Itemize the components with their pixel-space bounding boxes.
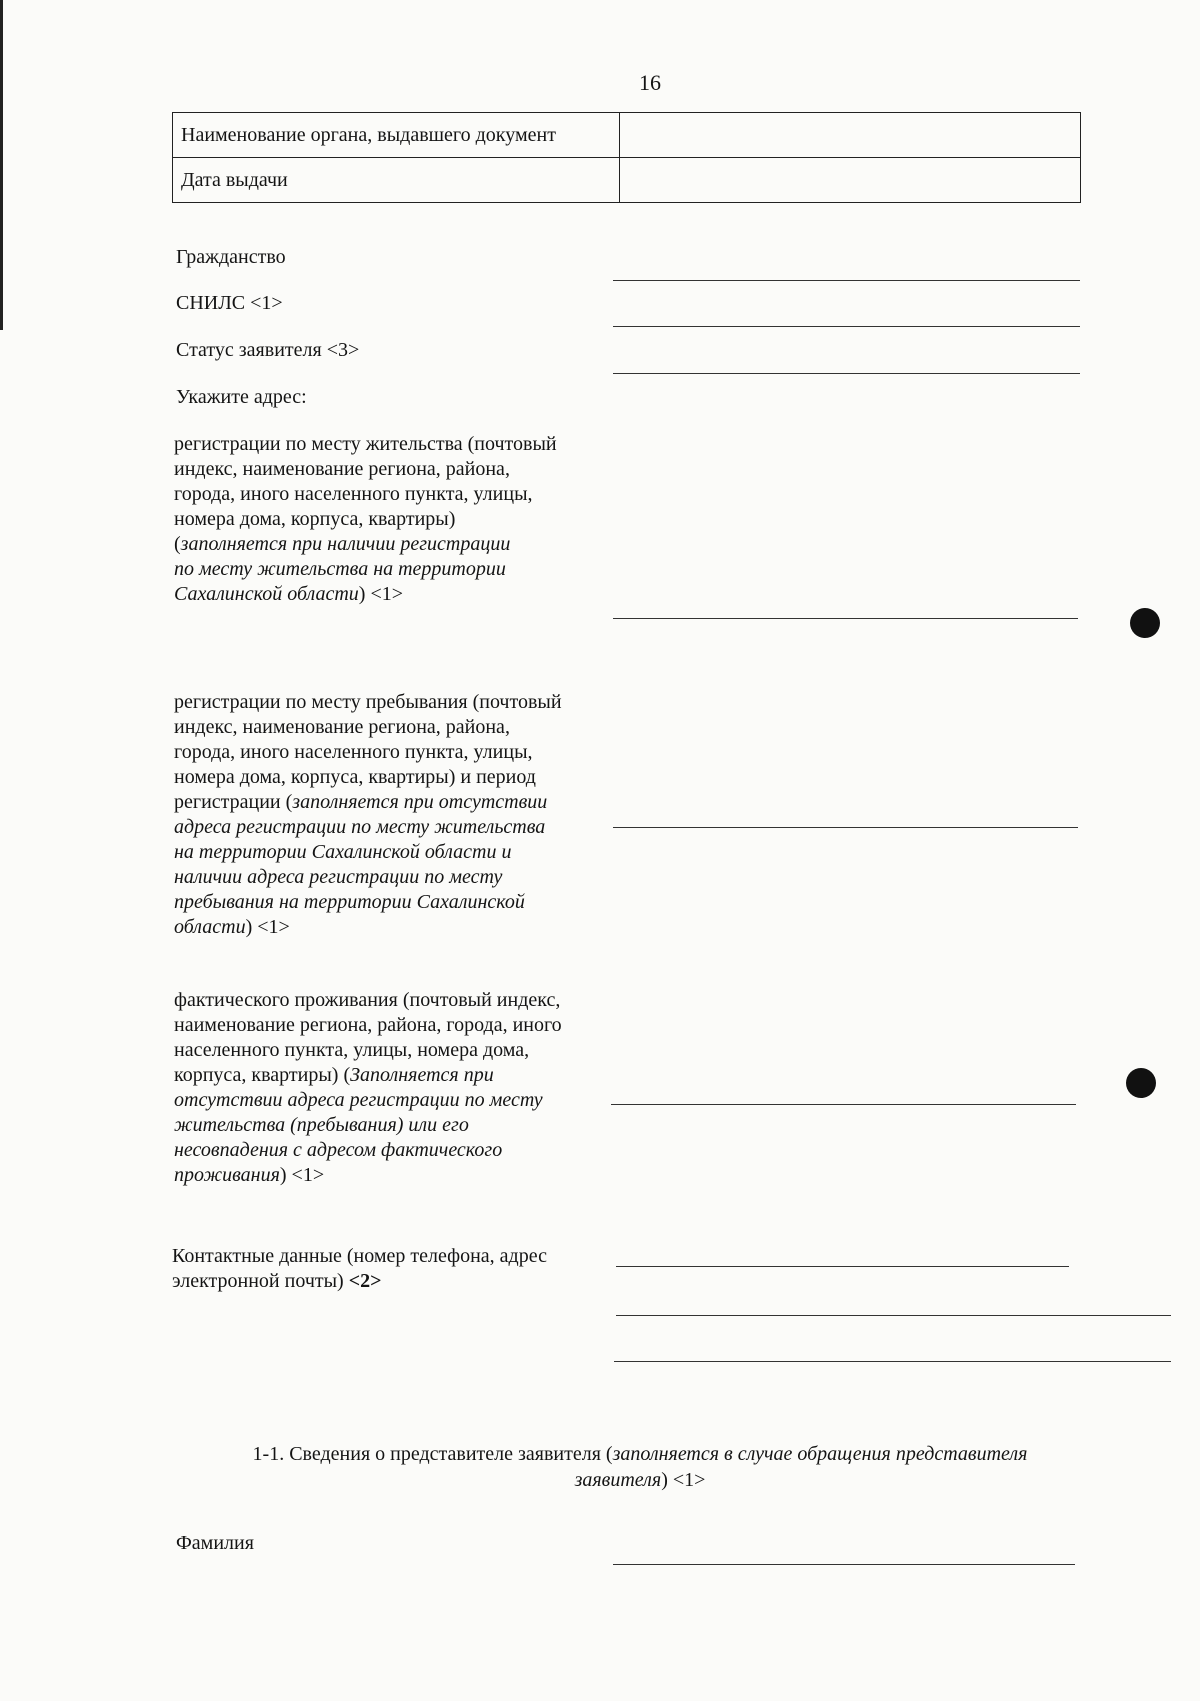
text-line: фактического проживания (почтовый индекс, — [174, 989, 561, 1011]
scan-edge-mark — [0, 0, 3, 330]
text-line: населенного пункта, улицы, номера дома, — [174, 1039, 530, 1061]
contacts-label — [172, 1244, 622, 1294]
surname-field-line[interactable] — [613, 1564, 1075, 1565]
italic-note: проживания — [174, 1164, 280, 1186]
applicant-status-label: Статус заявителя <3> — [176, 339, 360, 361]
table-value-issuer[interactable] — [620, 113, 1081, 158]
document-issuer-table — [172, 112, 1081, 203]
text-line: номера дома, корпуса, квартиры) — [174, 508, 456, 530]
text-line: регистрации по месту жительства (почтовый — [174, 433, 557, 455]
text-span: корпуса, квартиры) ( — [174, 1064, 351, 1086]
italic-note: Заполняется при — [350, 1064, 494, 1086]
text-line — [174, 1138, 624, 1163]
text-line — [174, 1088, 624, 1113]
text-line: индекс, наименование региона, района, — [174, 716, 510, 738]
text-line — [174, 915, 614, 940]
text-span: ) <1> — [245, 916, 290, 938]
text-line — [174, 840, 614, 865]
hole-punch-mark — [1126, 1068, 1156, 1098]
address-stay-label — [174, 690, 614, 940]
address-actual-field-line[interactable] — [611, 1104, 1076, 1105]
italic-note: несовпадения с адресом фактического — [174, 1139, 503, 1161]
text-line — [172, 1269, 622, 1294]
text-line: Контактные данные (номер телефона, адрес — [172, 1245, 547, 1267]
text-line: города, иного населенного пункта, улицы, — [174, 741, 533, 763]
contact-field-line-1[interactable] — [616, 1266, 1069, 1267]
text-line — [174, 1163, 624, 1188]
text-span: ) <1> — [661, 1469, 706, 1491]
footnote-ref: <2> — [348, 1270, 382, 1292]
italic-note: на территории Сахалинской области и — [174, 841, 512, 863]
text-line — [174, 1113, 624, 1138]
citizenship-label: Гражданство — [176, 246, 286, 268]
citizenship-field-line[interactable] — [613, 280, 1080, 281]
snils-label: СНИЛС <1> — [176, 292, 283, 314]
text-line — [174, 582, 614, 607]
surname-label: Фамилия — [176, 1532, 254, 1554]
table-row — [173, 158, 1081, 203]
text-line: города, иного населенного пункта, улицы, — [174, 483, 533, 505]
hole-punch-mark — [1130, 608, 1160, 638]
text-line — [174, 557, 614, 582]
text-span: ( — [174, 533, 181, 555]
italic-note: заполняется в случае обращения представителя — [612, 1443, 1028, 1465]
text-line — [160, 1467, 1120, 1493]
italic-note: области — [174, 916, 246, 938]
text-line — [174, 790, 614, 815]
text-line: индекс, наименование региона, района, — [174, 458, 510, 480]
address-prompt: Укажите адрес: — [176, 386, 307, 408]
snils-field-line[interactable] — [613, 326, 1080, 327]
text-line — [174, 865, 614, 890]
contact-field-line-2[interactable] — [616, 1315, 1171, 1316]
italic-note: заполняется при отсутствии — [292, 791, 548, 813]
address-residence-field-line[interactable] — [613, 618, 1078, 619]
text-line — [160, 1441, 1120, 1467]
table-label-issue-date: Дата выдачи — [173, 158, 620, 203]
text-line — [174, 532, 614, 557]
text-line: наименование региона, района, города, иного — [174, 1014, 562, 1036]
italic-note: заявителя — [574, 1469, 662, 1491]
text-span: 1-1. Сведения о представителе заявителя ( — [252, 1443, 613, 1465]
text-line — [174, 890, 614, 915]
text-span: электронной почты) — [172, 1270, 349, 1292]
table-row — [173, 113, 1081, 158]
address-residence-label — [174, 432, 614, 607]
italic-note: заполняется при наличии регистрации — [180, 533, 511, 555]
table-value-issue-date[interactable] — [620, 158, 1081, 203]
italic-note: жительства (пребывания) или его — [174, 1114, 469, 1136]
text-line — [174, 815, 614, 840]
text-line: номера дома, корпуса, квартиры) и период — [174, 766, 536, 788]
applicant-status-field-line[interactable] — [613, 373, 1080, 374]
contact-field-line-3[interactable] — [614, 1361, 1171, 1362]
text-span: ) <1> — [358, 583, 404, 605]
italic-note: пребывания на территории Сахалинской — [174, 891, 525, 913]
page-number: 16 — [639, 70, 661, 95]
italic-note: адреса регистрации по месту жительства — [174, 816, 546, 838]
text-line — [174, 1063, 624, 1088]
text-span: ) <1> — [279, 1164, 325, 1186]
address-stay-field-line[interactable] — [613, 827, 1078, 828]
italic-note: наличии адреса регистрации по месту — [174, 866, 503, 888]
address-actual-label — [174, 988, 624, 1188]
italic-note: по месту жительства на территории — [174, 558, 506, 580]
italic-note: отсутствии адреса регистрации по месту — [174, 1089, 543, 1111]
text-line: регистрации по месту пребывания (почтовый — [174, 691, 562, 713]
italic-note: Сахалинской области — [174, 583, 359, 605]
text-span: регистрации ( — [174, 791, 293, 813]
section-1-1-heading — [160, 1441, 1120, 1493]
table-label-issuer: Наименование органа, выдавшего документ — [173, 113, 620, 158]
